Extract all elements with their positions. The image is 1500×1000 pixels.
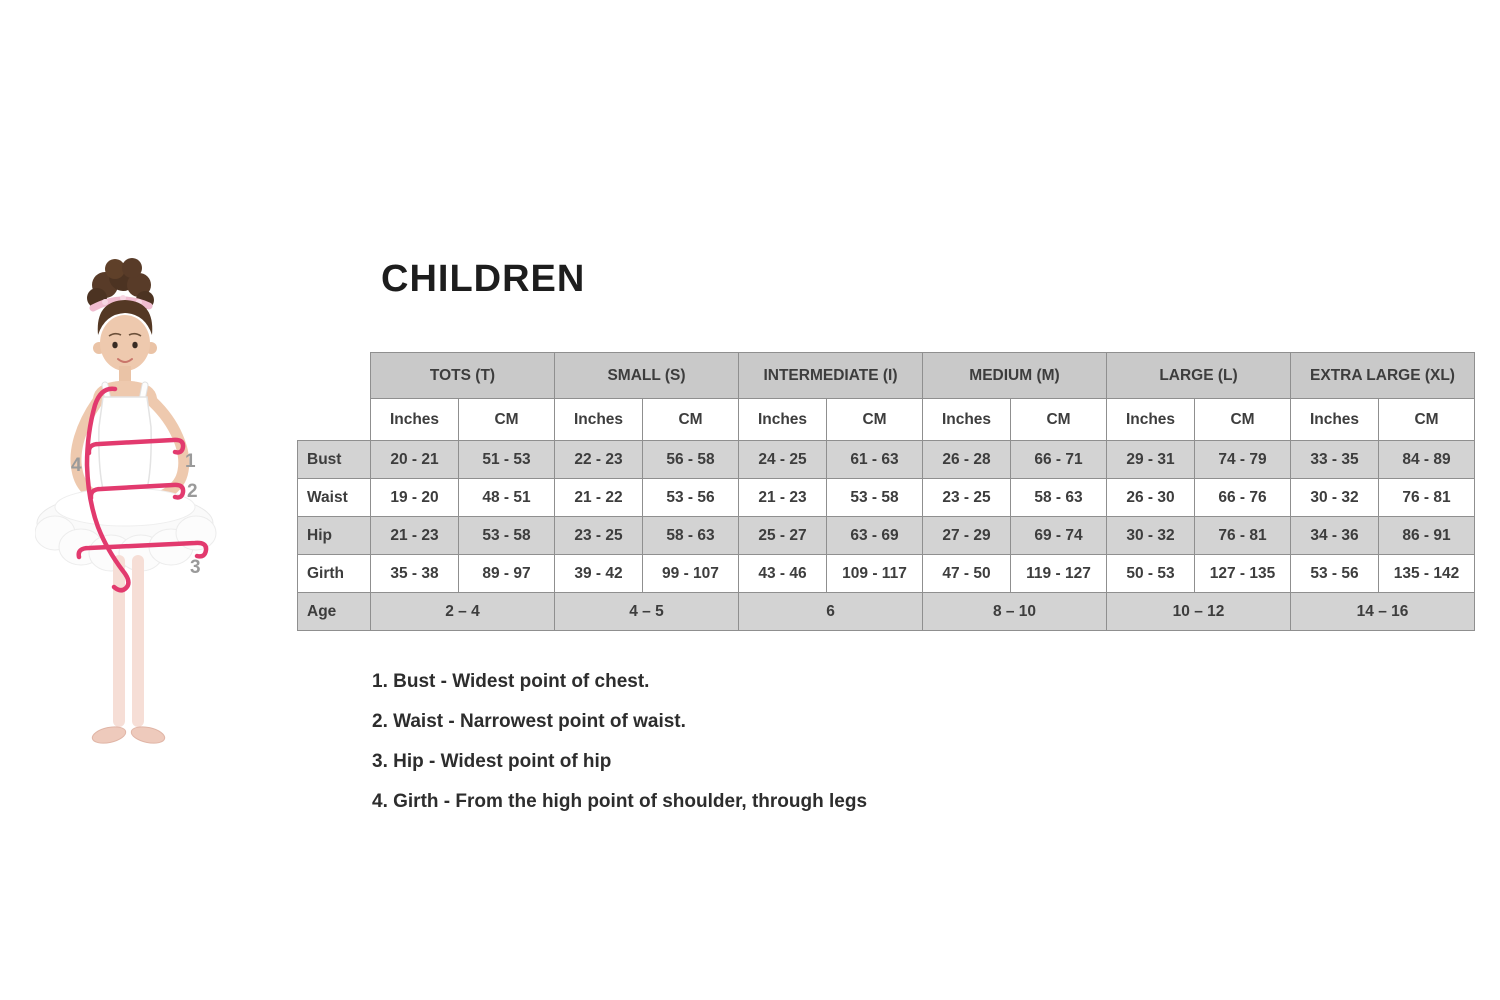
unit-header: Inches <box>1291 399 1379 441</box>
row-label: Girth <box>298 555 371 593</box>
size-cell: 35 - 38 <box>371 555 459 593</box>
size-cell: 23 - 25 <box>923 479 1011 517</box>
size-cell: 119 - 127 <box>1011 555 1107 593</box>
hip-line-label: 3 <box>190 557 201 578</box>
size-cell: 66 - 71 <box>1011 441 1107 479</box>
size-group-header: INTERMEDIATE (I) <box>739 353 923 399</box>
age-cell: 2 – 4 <box>371 593 555 631</box>
size-group-header: MEDIUM (M) <box>923 353 1107 399</box>
size-group-header: SMALL (S) <box>555 353 739 399</box>
size-group-header: TOTS (T) <box>371 353 555 399</box>
size-cell: 19 - 20 <box>371 479 459 517</box>
unit-header: CM <box>1379 399 1475 441</box>
ballerina-illustration <box>35 255 305 765</box>
age-cell: 10 – 12 <box>1107 593 1291 631</box>
ballet-slippers <box>91 724 166 746</box>
size-cell: 53 - 58 <box>459 517 555 555</box>
note-hip: 3. Hip - Widest point of hip <box>372 751 612 772</box>
size-cell: 61 - 63 <box>827 441 923 479</box>
size-cell: 58 - 63 <box>643 517 739 555</box>
size-cell: 56 - 58 <box>643 441 739 479</box>
note-bust: 1. Bust - Widest point of chest. <box>372 671 650 692</box>
size-cell: 33 - 35 <box>1291 441 1379 479</box>
size-cell: 86 - 91 <box>1379 517 1475 555</box>
size-cell: 43 - 46 <box>739 555 827 593</box>
size-cell: 74 - 79 <box>1195 441 1291 479</box>
size-cell: 53 - 56 <box>643 479 739 517</box>
size-cell: 53 - 56 <box>1291 555 1379 593</box>
row-label: Bust <box>298 441 371 479</box>
size-cell: 47 - 50 <box>923 555 1011 593</box>
child-ballerina-figure <box>35 255 305 765</box>
size-cell: 23 - 25 <box>555 517 643 555</box>
age-cell: 4 – 5 <box>555 593 739 631</box>
size-cell: 63 - 69 <box>827 517 923 555</box>
age-cell: 6 <box>739 593 923 631</box>
size-cell: 29 - 31 <box>1107 441 1195 479</box>
table-corner-blank <box>298 353 371 399</box>
size-cell: 34 - 36 <box>1291 517 1379 555</box>
size-cell: 99 - 107 <box>643 555 739 593</box>
unit-header: Inches <box>739 399 827 441</box>
measurement-notes <box>372 662 867 822</box>
unit-header: Inches <box>1107 399 1195 441</box>
size-cell: 50 - 53 <box>1107 555 1195 593</box>
size-cell: 39 - 42 <box>555 555 643 593</box>
row-label: Age <box>298 593 371 631</box>
size-cell: 30 - 32 <box>1291 479 1379 517</box>
size-cell: 76 - 81 <box>1195 517 1291 555</box>
unit-header: Inches <box>923 399 1011 441</box>
size-cell: 58 - 63 <box>1011 479 1107 517</box>
unit-header: CM <box>827 399 923 441</box>
bust-line-label: 1 <box>185 451 196 472</box>
unit-header: CM <box>643 399 739 441</box>
row-label: Waist <box>298 479 371 517</box>
age-cell: 14 – 16 <box>1291 593 1475 631</box>
size-cell: 109 - 117 <box>827 555 923 593</box>
page-title: CHILDREN <box>381 258 586 300</box>
size-cell: 89 - 97 <box>459 555 555 593</box>
note-waist: 2. Waist - Narrowest point of waist. <box>372 711 686 732</box>
note-girth: 4. Girth - From the high point of shoulder, through legs <box>372 791 868 812</box>
size-cell: 30 - 32 <box>1107 517 1195 555</box>
girth-line-label: 4 <box>71 455 82 476</box>
waist-line-label: 2 <box>187 481 198 502</box>
row-label: Hip <box>298 517 371 555</box>
size-cell: 84 - 89 <box>1379 441 1475 479</box>
size-cell: 21 - 23 <box>371 517 459 555</box>
size-cell: 53 - 58 <box>827 479 923 517</box>
unit-header: CM <box>1011 399 1107 441</box>
table-corner-blank <box>298 399 371 441</box>
size-cell: 69 - 74 <box>1011 517 1107 555</box>
size-cell: 48 - 51 <box>459 479 555 517</box>
size-cell: 25 - 27 <box>739 517 827 555</box>
size-cell: 20 - 21 <box>371 441 459 479</box>
size-cell: 22 - 23 <box>555 441 643 479</box>
size-group-header: EXTRA LARGE (XL) <box>1291 353 1475 399</box>
size-cell: 127 - 135 <box>1195 555 1291 593</box>
size-chart <box>297 352 1475 631</box>
size-cell: 51 - 53 <box>459 441 555 479</box>
unit-header: Inches <box>371 399 459 441</box>
size-cell: 135 - 142 <box>1379 555 1475 593</box>
size-cell: 24 - 25 <box>739 441 827 479</box>
size-cell: 26 - 28 <box>923 441 1011 479</box>
size-cell: 26 - 30 <box>1107 479 1195 517</box>
size-cell: 76 - 81 <box>1379 479 1475 517</box>
size-cell: 21 - 23 <box>739 479 827 517</box>
size-cell: 21 - 22 <box>555 479 643 517</box>
size-cell: 27 - 29 <box>923 517 1011 555</box>
unit-header: Inches <box>555 399 643 441</box>
size-cell: 66 - 76 <box>1195 479 1291 517</box>
size-chart-table <box>297 352 1475 631</box>
unit-header: CM <box>459 399 555 441</box>
age-cell: 8 – 10 <box>923 593 1107 631</box>
unit-header: CM <box>1195 399 1291 441</box>
size-group-header: LARGE (L) <box>1107 353 1291 399</box>
